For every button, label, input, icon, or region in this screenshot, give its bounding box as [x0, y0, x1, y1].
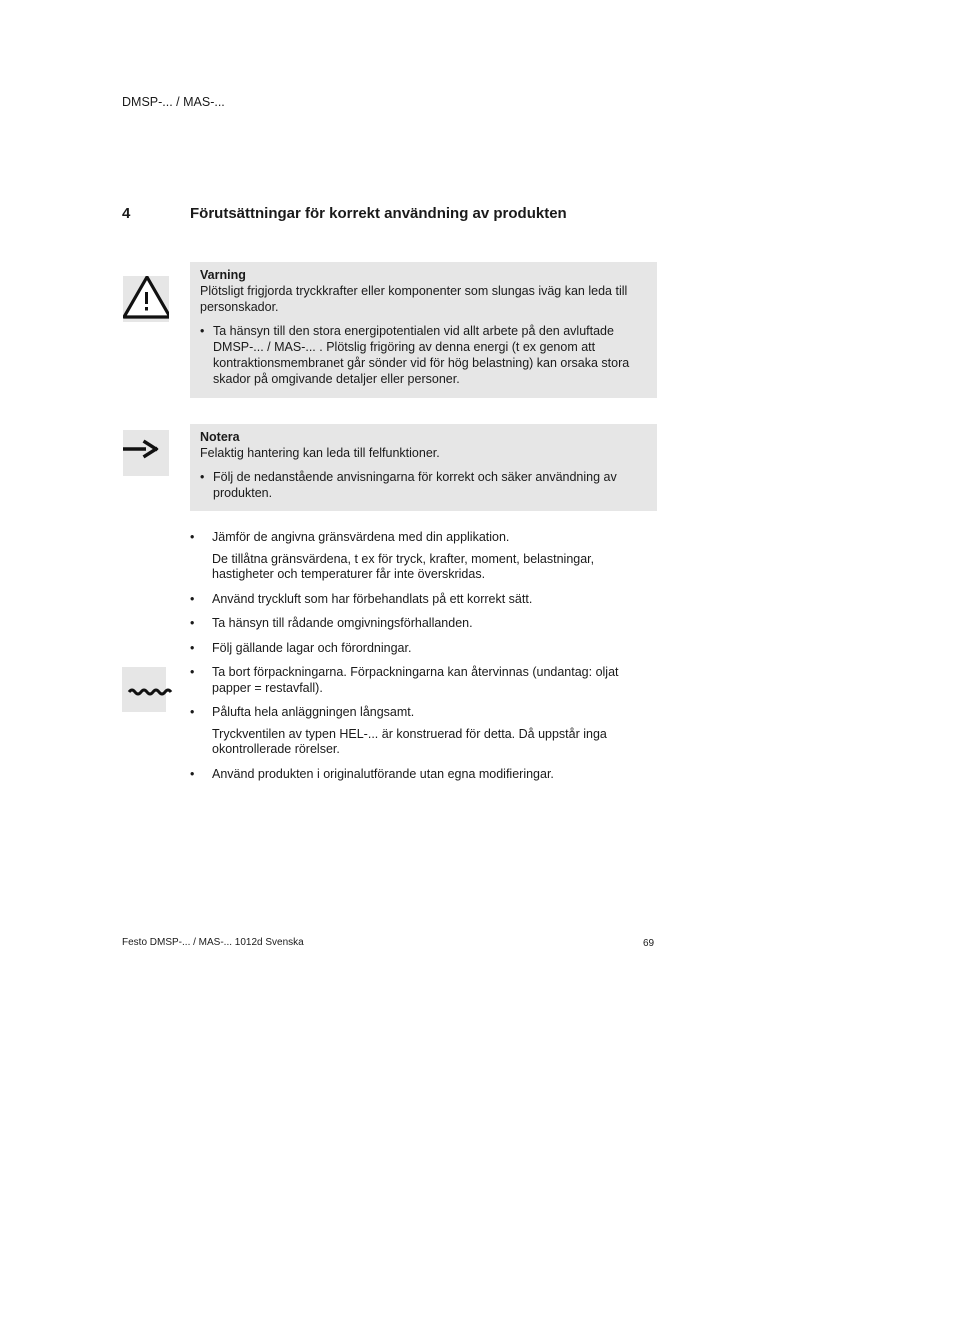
- note-icon-box: [123, 430, 169, 476]
- note-title: Notera: [200, 430, 240, 444]
- list-item-text: Följ gällande lagar och förordningar.: [212, 640, 412, 655]
- section-number: 4: [122, 205, 131, 222]
- bullet-dot: •: [190, 640, 195, 655]
- environment-wave-icon: [122, 667, 174, 712]
- bullet-dot: •: [190, 616, 195, 630]
- bullet-dot: •: [190, 530, 195, 544]
- list-item: [190, 641, 640, 657]
- list-item-subtext: Tryckventilen av typen HEL-... är konstruerad för detta. Då uppstår inga okontrollerade rörelser.: [212, 726, 607, 756]
- list-item: [190, 665, 640, 696]
- warning-bullet-text: Ta hänsyn till den stora energipotentialen vid allt arbete på den avluftade DMSP-... / MAS-... . Plötslig frigöring av denna energi (t ex genom att kontraktionsmembranet går sönder vid för hög belastning) kan orsaka stora skador på omgivande detaljer eller personer.: [213, 324, 630, 386]
- list-item: [190, 592, 640, 608]
- list-item: [190, 767, 640, 783]
- list-item-text: Använd produkten i originalutförande utan egna modifieringar.: [212, 766, 554, 781]
- bullet-dot: •: [190, 705, 195, 719]
- page-number: 69: [643, 938, 655, 949]
- list-item-text: Pålufta hela anläggningen långsamt.: [212, 705, 415, 719]
- bullet-dot: •: [190, 591, 195, 606]
- list-item-text: Använd tryckluft som har förbehandlats på ett korrekt sätt.: [212, 591, 533, 606]
- warning-text: Plötsligt frigjorda tryckkrafter eller komponenter som slungas iväg kan leda till personskador.: [200, 284, 628, 314]
- bullet-dot: •: [190, 665, 195, 679]
- warning-title: Varning: [200, 268, 246, 282]
- bullet-dot: •: [190, 766, 195, 781]
- note-box: [190, 424, 657, 511]
- list-item: [190, 530, 640, 583]
- list-item-subtext: De tillåtna gränsvärdena, t ex för tryck, krafter, moment, belastningar, hastigheter och temperaturer får inte överskridas.: [212, 551, 595, 581]
- list-item-text: Jämför de angivna gränsvärdena med din applikation.: [212, 530, 510, 544]
- warning-icon-box: [123, 276, 169, 322]
- bullet-dot: •: [200, 470, 205, 484]
- running-header: DMSP-... / MAS-...: [122, 95, 225, 109]
- list-item: [190, 705, 640, 758]
- list-item: [190, 616, 640, 632]
- requirements-list: [190, 530, 640, 791]
- warning-box: [190, 262, 657, 398]
- warning-bullet: [200, 323, 647, 387]
- note-bullet-text: Följ de nedanstående anvisningarna för korrekt och säker användning av produkten.: [213, 470, 617, 500]
- section-title: Förutsättningar för korrekt användning av produkten: [190, 205, 567, 222]
- list-item-text: Ta bort förpackningarna. Förpackningarna kan återvinnas (undantag: oljat papper = restavfall).: [212, 665, 619, 695]
- arrow-right-icon: [123, 430, 169, 476]
- note-text: Felaktig hantering kan leda till felfunktioner.: [200, 446, 440, 460]
- footer-document-info: Festo DMSP-... / MAS-... 1012d Svenska: [122, 937, 304, 948]
- note-bullet: [200, 469, 647, 501]
- warning-triangle-icon: [123, 276, 169, 322]
- environment-icon-box: [122, 667, 166, 712]
- list-item-text: Ta hänsyn till rådande omgivningsförhallanden.: [212, 616, 473, 630]
- bullet-dot: •: [200, 324, 205, 338]
